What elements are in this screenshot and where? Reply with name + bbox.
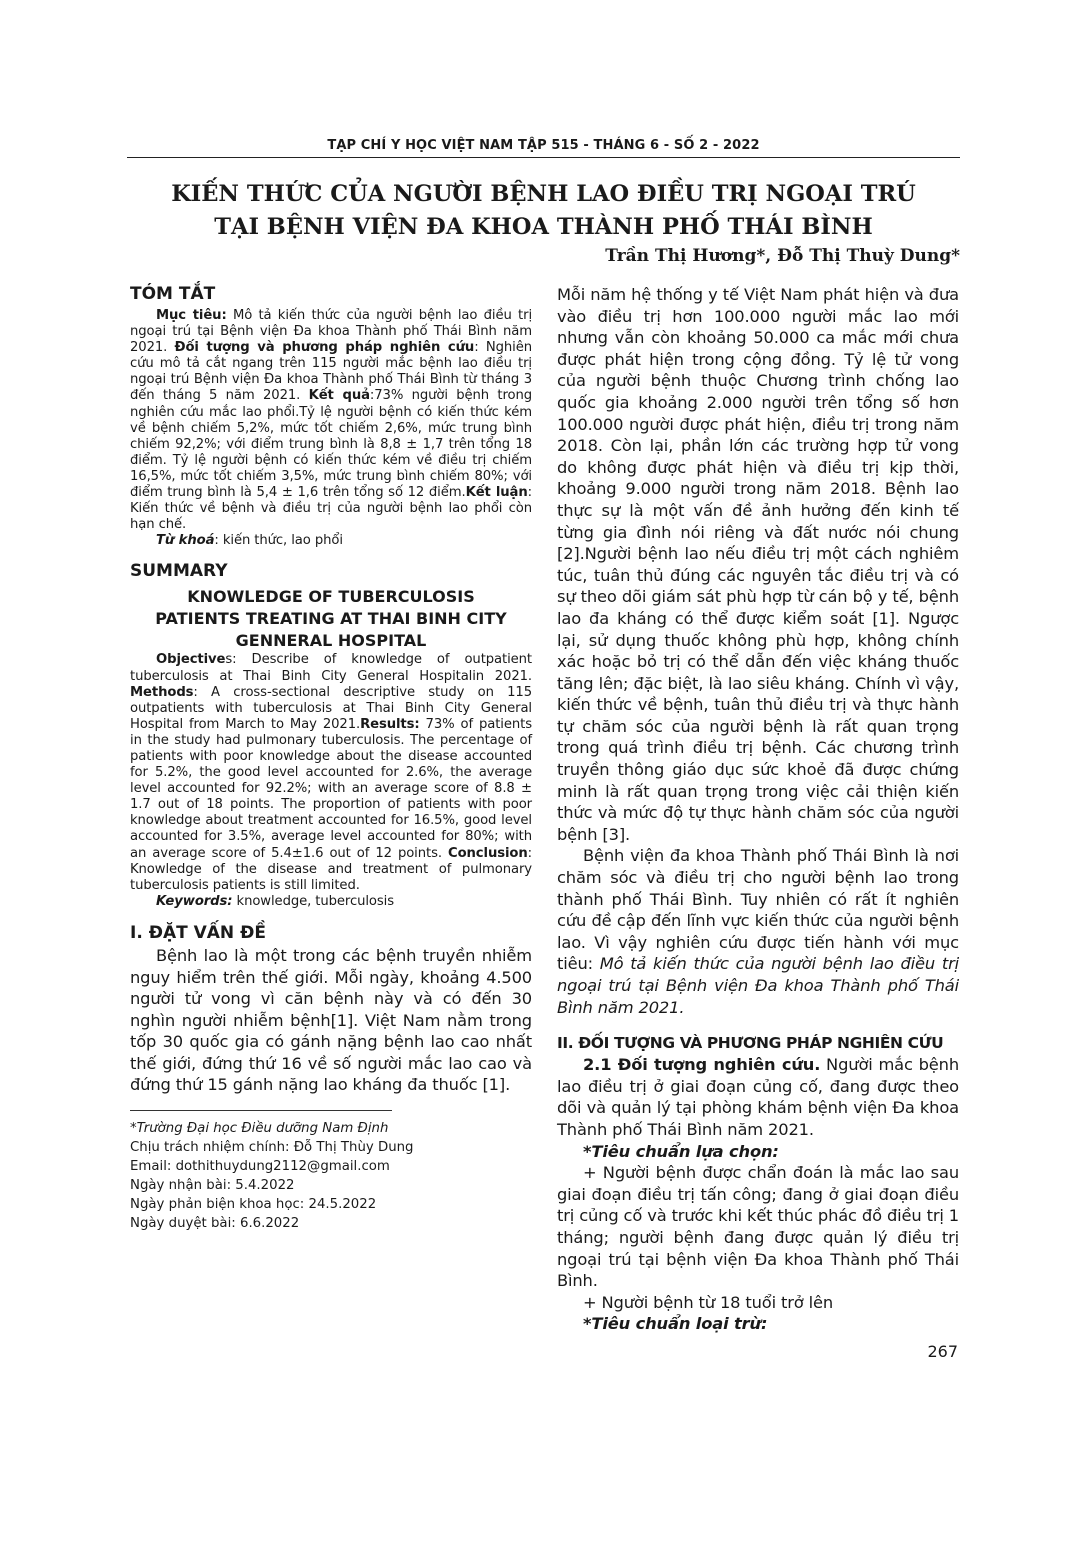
footnote: [130, 1119, 532, 1233]
section1-para3-text: Bệnh viện đa khoa Thành phố Thái Bình là nơi chăm sóc và điều trị cho người bệnh lao trong thành phố Thái Bình. Tuy nhiên có rất ít nghiên cứu đề cập đến lĩnh vực kiến thức của người bệnh lao. Vì vậy nghiên cứu được tiến hành với mục tiêu:: [557, 846, 959, 974]
results-text: 73% of patients in the study had pulmonary tuberculosis. The percentage of patients with poor knowledge about the disease accounted for 5.2%, the good level accounted for 2.6%, the average level accounted for 92.2%; with an average score of 8.8 ± 1.7 out of 18 points. The proportion of patients with poor knowledge about treatment accounted for 16.5%, good level accounted for 3.5%, average level accounted for 80%; with an average score of 5.4±1.6 out of 12 points.: [130, 716, 532, 861]
ket-luan-label: Kết luận: [465, 485, 528, 501]
conclusion-text: : Knowledge of the disease and treatment of pulmonary tuberculosis patients is still limited.: [130, 845, 532, 893]
muc-tieu-label: Mục tiêu:: [156, 308, 227, 323]
muc-tieu-text: Mô tả kiến thức của người bệnh lao điều trị ngoại trú tại Bệnh viện Đa khoa Thành phố Thái Bình năm 2021.: [130, 308, 533, 356]
ket-qua-text: :73% người bệnh trong nghiên cứu mắc lao phổi.Tỷ lệ người bệnh có kiến thức kém về bệnh chiếm 5,2%, mức tốt chiếm 2,6%, mức trung bình chiếm 92,2%; với điểm trung bình là 8,8 ± 1,7 trên tổng 18 điểm. Tỷ lệ người bệnh có kiến thức kém về điều trị chiếm 16,5%, mức tốt chiếm 3,5%, mức trung bình chiếm 80%; với điểm trung bình là 5,4 ± 1,6 trên tổng số 12 điểm.: [130, 388, 532, 501]
section2-heading: II. ĐỐI TƯỢNG VÀ PHƯƠNG PHÁP NGHIÊN CỨU: [557, 1034, 944, 1053]
methods-text: : A cross-sectional descriptive study on 115 outpatients with tuberculosis at Thai Binh City General Hospital from March to May 2021.: [130, 684, 532, 732]
tu-khoa: [130, 533, 532, 549]
criteria-in-heading: *Tiêu chuẩn lựa chọn:: [583, 1141, 779, 1161]
footnote-received: Ngày nhận bài: 5.4.2022: [130, 1178, 295, 1194]
journal-header: TẠP CHÍ Y HỌC VIỆT NAM TẬP 515 - THÁNG 6 - SỐ 2 - 2022: [327, 138, 760, 153]
section1-para3: [557, 845, 959, 1018]
section2-sub1: [557, 1054, 959, 1140]
conclusion-label: Conclusion: [447, 845, 528, 861]
footnote-rule: [130, 1110, 392, 1111]
footnote-responsible: Chịu trách nhiệm chính: Đỗ Thị Thùy Dung: [130, 1140, 414, 1156]
summary-title: [130, 586, 532, 652]
summary-title-line-3: GENNERAL HOSPITAL: [235, 631, 427, 651]
criteria-in-2: + Người bệnh từ 18 tuổi trở lên: [583, 1292, 834, 1312]
doi-tuong-label: Đối tượng và phương pháp nghiên cứu: [174, 340, 475, 356]
section1-heading: I. ĐẶT VẤN ĐỀ: [130, 922, 266, 943]
doi-tuong-text: : Nghiên cứu mô tả cắt ngang trên 115 người mắc bệnh lao điều trị ngoại trú Bệnh viện Đa khoa Thành phố Thái Bình từ tháng 3 đến tháng 5 năm 2021.: [130, 340, 532, 404]
footnote-accepted: Ngày duyệt bài: 6.6.2022: [130, 1216, 300, 1232]
header-rule: [127, 157, 960, 158]
keywords: [130, 894, 532, 910]
sub1-label: 2.1 Đối tượng nghiên cứu.: [583, 1055, 821, 1075]
sub1-text: Người mắc bệnh lao điều trị ở giai đoạn củng cố, đang được theo dõi và quản lý tại phòng khám bệnh viện Đa khoa Thành phố Thái Bình năm 2021.: [557, 1055, 959, 1139]
authors: Trần Thị Hương*, Đỗ Thị Thuỳ Dung*: [605, 246, 960, 266]
footnote-affiliation: *Trường Đại học Điều dưỡng Nam Định: [130, 1121, 389, 1137]
methods-label: Methods: [130, 684, 194, 700]
title-line-1: KIẾN THỨC CỦA NGƯỜI BỆNH LAO ĐIỀU TRỊ NGOẠI TRÚ: [171, 181, 916, 207]
tomtat-body: [130, 308, 532, 533]
footnote-reviewed: Ngày phản biện khoa học: 24.5.2022: [130, 1197, 377, 1213]
criteria-in-1: + Người bệnh được chẩn đoán là mắc lao sau giai đoạn điều trị tấn công; đang ở giai đoạn điều trị củng cố và trước khi kết thúc phác đồ điều trị 1 tháng; người bệnh đang được quản lý điều trị ngoại trú tại bệnh viện Đa khoa Thành phố Thái Bình.: [557, 1163, 959, 1291]
tomtat-heading: TÓM TẮT: [130, 284, 216, 304]
title-line-2: TẠI BỆNH VIỆN ĐA KHOA THÀNH PHỐ THÁI BÌNH: [214, 214, 873, 240]
summary-title-line-1: KNOWLEDGE OF TUBERCULOSIS: [187, 587, 475, 607]
section1-objective: Mô tả kiến thức của người bệnh lao điều trị ngoại trú tại Bệnh viện Đa khoa Thành phố Thái Bình năm 2021.: [557, 954, 959, 1017]
summary-heading: SUMMARY: [130, 561, 228, 582]
ket-qua-label: Kết quả: [308, 388, 370, 404]
keywords-label: Keywords:: [156, 893, 233, 909]
footnote-email: Email: dothithuydung2112@gmail.com: [130, 1159, 390, 1175]
page-number: 267: [927, 1342, 958, 1361]
summary-body: [130, 652, 532, 893]
objective-label: Objective: [156, 652, 226, 668]
results-label: Results:: [360, 716, 420, 732]
objective-text: s: Describe of knowledge of outpatient tuberculosis at Thai Binh City General Hospitalin 2021.: [130, 652, 532, 684]
section1-para1: Bệnh lao là một trong các bệnh truyền nhiễm nguy hiểm trên thế giới. Mỗi ngày, khoảng 4.500 người tử vong vì căn bệnh này và có đến 30 nghìn người nhiễm bệnh[1]. Việt Nam nằm trong tốp 30 quốc gia có gánh nặng bệnh lao cao nhất thế giới, đứng thứ 16 về số người mắc lao cao và đứng thứ 15 gánh nặng lao kháng đa thuốc [1].: [130, 945, 532, 1095]
tu-khoa-label: Từ khoá: [156, 533, 215, 549]
summary-title-line-2: PATIENTS TREATING AT THAI BINH CITY: [155, 609, 507, 629]
left-column: [130, 284, 532, 1233]
keywords-text: knowledge, tuberculosis: [232, 893, 395, 909]
section1-para2: Mỗi năm hệ thống y tế Việt Nam phát hiện và đưa vào điều trị hơn 100.000 người mắc lao mới nhưng vẫn còn khoảng 50.000 ca mắc mới chưa được phát hiện trong cộng đồng. Tỷ lệ tử vong của người bệnh thuộc Chương trình chống lao quốc gia khoảng 2.000 người trên tổng số hơn 100.000 người được phát hiện, điều trị trong năm 2018. Còn lại, phần lớn các trường hợp tử vong do không được phát hiện và điều trị kịp thời, khoảng 9.000 người trong năm 2018. Bệnh lao thực sự là một vấn đề ảnh hưởng đến kinh tế từng gia đình nói riêng và đất nước nói chung [2].Người bệnh lao nếu điều trị một cách nghiêm túc, tuân thủ đúng các nguyên tắc điều trị và có sự theo dõi giám sát phù hợp từ cán bộ y tế, bệnh lao đa kháng có thể được kiểm soát [1]. Ngược lại, sử dụng thuốc không phù hợp, không chính xác hoặc bỏ trị có thể dẫn đến việc kháng thuốc tăng lên; đặc biệt, là lao siêu kháng. Chính vì vậy, kiến thức về bệnh, tuân thủ điều trị và thực hành tự chăm sóc của người bệnh là rất quan trọng trong quá trình điều trị bệnh. Các chương trình truyền thông giáo dục sức khoẻ đã được chứng minh là rất quan trọng trong việc cải thiện kiến thức và mức độ tự thực hành chăm sóc của người bệnh [3].: [557, 285, 959, 844]
right-column: [557, 284, 959, 1335]
tu-khoa-text: : kiến thức, lao phổi: [214, 533, 343, 549]
ket-luan-text: : Kiến thức về bệnh và điều trị của người bệnh lao phổi còn hạn chế.: [130, 485, 532, 533]
article-title: [127, 178, 960, 244]
criteria-out-heading: *Tiêu chuẩn loại trừ:: [583, 1314, 768, 1334]
